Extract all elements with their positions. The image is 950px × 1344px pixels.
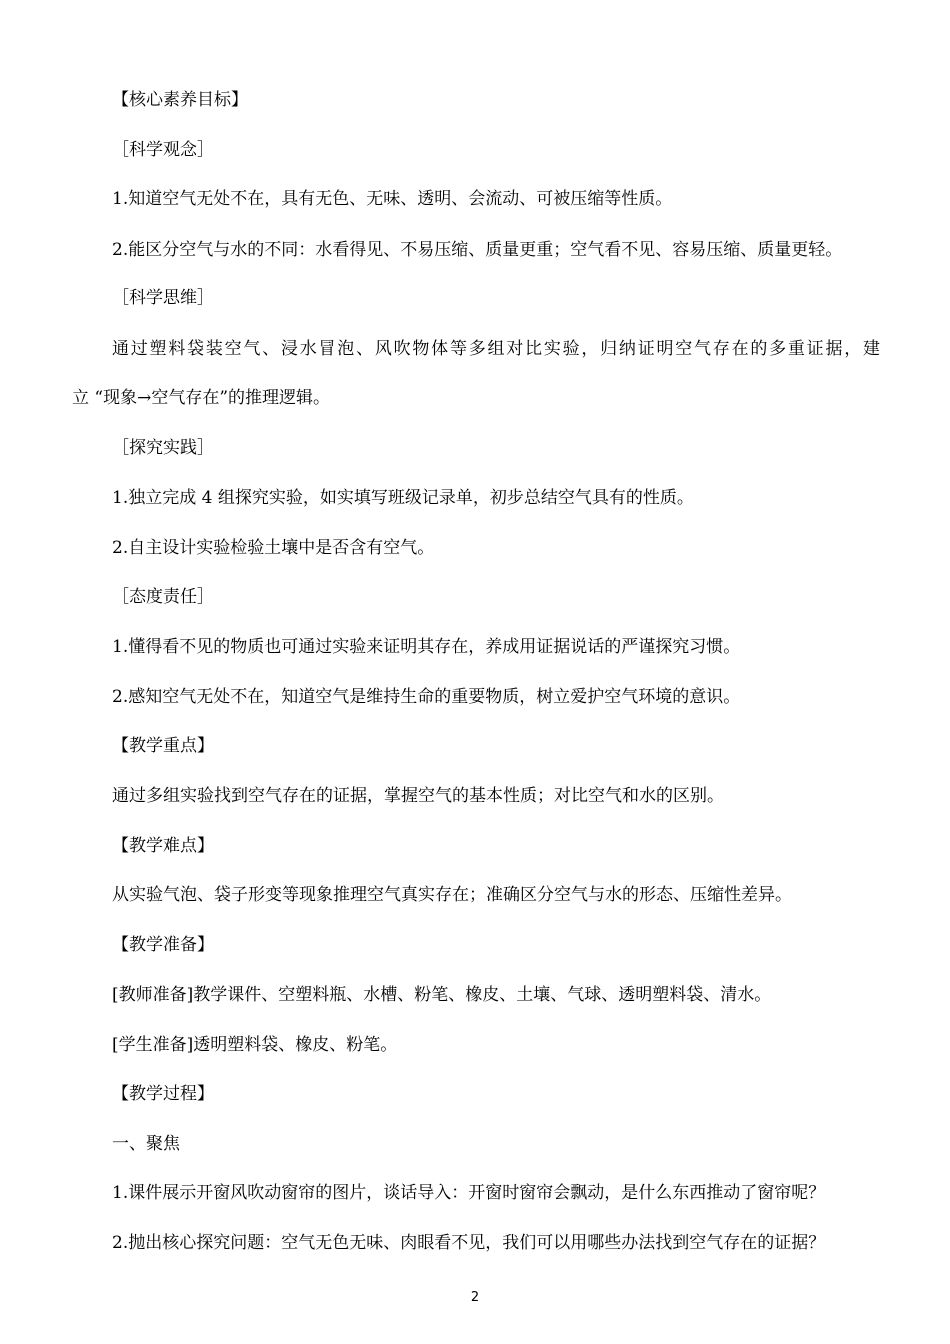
section-focus: 一、聚焦: [112, 1134, 180, 1154]
paragraph-practice-2: 2.自主设计实验检验土壤中是否含有空气。: [112, 538, 435, 558]
paragraph-thinking-line-1: 通过塑料袋装空气、浸水冒泡、风吹物体等多组对比实验，归纳证明空气存在的多重证据，建: [112, 339, 880, 359]
paragraph-teacher-preparation: [教师准备]教学课件、空塑料瓶、水槽、粉笔、橡皮、土壤、气球、透明塑料袋、清水。: [112, 985, 772, 1005]
heading-teaching-process: 【教学过程】: [112, 1084, 214, 1104]
heading-teaching-focus: 【教学重点】: [112, 736, 214, 756]
paragraph-attitude-2: 2.感知空气无处不在，知道空气是维持生命的重要物质，树立爱护空气环境的意识。: [112, 687, 741, 707]
paragraph-focus-1: 1.课件展示开窗风吹动窗帘的图片，谈话导入：开窗时窗帘会飘动，是什么东西推动了窗帘呢？: [112, 1183, 826, 1203]
paragraph-teaching-difficulties: 从实验气泡、袋子形变等现象推理空气真实存在；准确区分空气与水的形态、压缩性差异。: [112, 885, 792, 905]
paragraph-concept-2: 2.能区分空气与水的不同：水看得见、不易压缩、质量更重；空气看不见、容易压缩、质量更轻。: [112, 240, 843, 260]
heading-core-literacy-goals: 【核心素养目标】: [112, 90, 248, 110]
paragraph-concept-1: 1.知道空气无处不在，具有无色、无味、透明、会流动、可被压缩等性质。: [112, 189, 673, 209]
paragraph-student-preparation: [学生准备]透明塑料袋、橡皮、粉笔。: [112, 1035, 398, 1055]
page-number: 2: [470, 1290, 480, 1305]
heading-teaching-preparation: 【教学准备】: [112, 935, 214, 955]
paragraph-attitude-1: 1.懂得看不见的物质也可通过实验来证明其存在，养成用证据说话的严谨探究习惯。: [112, 637, 741, 657]
subheading-scientific-thinking: ［科学思维］: [112, 288, 214, 308]
paragraph-focus-2: 2.抛出核心探究问题：空气无色无味、肉眼看不见，我们可以用哪些办法找到空气存在的证据？: [112, 1233, 826, 1253]
subheading-attitude-responsibility: ［态度责任］: [112, 587, 214, 607]
paragraph-practice-1: 1.独立完成 4 组探究实验，如实填写班级记录单，初步总结空气具有的性质。: [112, 488, 694, 508]
subheading-scientific-concepts: ［科学观念］: [112, 140, 214, 160]
subheading-inquiry-practice: ［探究实践］: [112, 438, 214, 458]
heading-teaching-difficulties: 【教学难点】: [112, 836, 214, 856]
paragraph-thinking-line-2: 立 “现象→空气存在”的推理逻辑。: [72, 388, 331, 408]
paragraph-teaching-focus: 通过多组实验找到空气存在的证据，掌握空气的基本性质；对比空气和水的区别。: [112, 786, 724, 806]
